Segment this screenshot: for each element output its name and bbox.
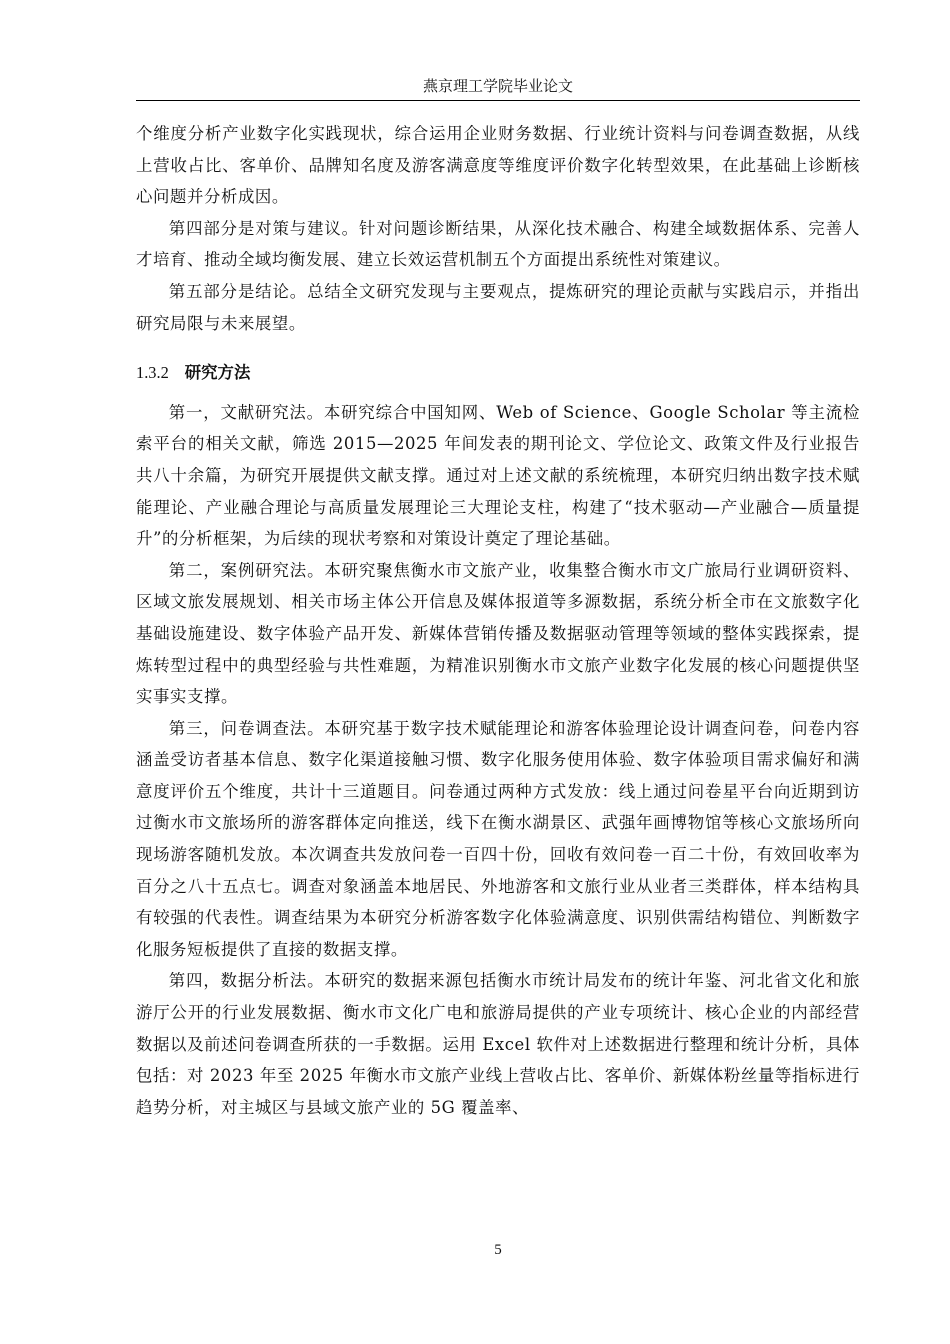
running-header: 燕京理工学院毕业论文 [422,77,573,95]
header-rule [136,100,860,101]
body-text [136,118,860,1123]
section-number: 1.3.2 [136,363,169,383]
paragraph-method-questionnaire: 第三，问卷调查法。本研究基于数字技术赋能理论和游客体验理论设计调查问卷，问卷内容涵盖受访者基本信息、数字化渠道接触习惯、数字化服务使用体验、数字体验项目需求偏好和满意度评价五个维度，共计十三道题目。问卷通过两种方式发放：线上通过问卷星平台向近期到访过衡水市文旅场所的游客群体定向推送，线下在衡水湖景区、武强年画博物馆等核心文旅场所向现场游客随机发放。本次调查共发放问卷一百四十份，回收有效问卷一百二十份，有效回收率为百分之八十五点七。调查对象涵盖本地居民、外地游客和文旅行业从业者三类群体，样本结构具有较强的代表性。调查结果为本研究分析游客数字化体验满意度、识别供需结构错位、判断数字化服务短板提供了直接的数据支撑。 [136,718,860,959]
section-title: 研究方法 [184,363,251,383]
paragraph-continued: 个维度分析产业数字化实践现状，综合运用企业财务数据、行业统计资料与问卷调查数据，从线上营收占比、客单价、品牌知名度及游客满意度等维度评价数字化转型效果，在此基础上诊断核心问题并分析成因。 [136,124,860,207]
page-number: 5 [494,1242,502,1258]
paragraph-part-five: 第五部分是结论。总结全文研究发现与主要观点，提炼研究的理论贡献与实践启示，并指出研究局限与未来展望。 [136,281,860,333]
paragraph-method-literature: 第一，文献研究法。本研究综合中国知网、Web of Science、Google Scholar 等主流检索平台的相关文献，筛选 2015—2025 年间发表的期刊论文、学位论文、政策文件及行业报告共八十余篇，为研究开展提供文献支撑。通过对上述文献的系统梳理，本研究归纳出数字技术赋能理论、产业融合理论与高质量发展理论三大理论支柱，构建了“技术驱动—产业融合—质量提升”的分析框架，为后续的现状考察和对策设计奠定了理论基础。 [136,402,860,549]
section-heading [136,357,860,389]
paragraph-part-four: 第四部分是对策与建议。针对问题诊断结果，从深化技术融合、构建全域数据体系、完善人才培育、推动全域均衡发展、建立长效运营机制五个方面提出系统性对策建议。 [136,218,860,270]
paragraph-method-data-analysis: 第四，数据分析法。本研究的数据来源包括衡水市统计局发布的统计年鉴、河北省文化和旅游厅公开的行业发展数据、衡水市文化广电和旅游局提供的产业专项统计、核心企业的内部经营数据以及前述问卷调查所获的一手数据。运用 Excel 软件对上述数据进行整理和统计分析，具体包括：对 2023 年至 2025 年衡水市文旅产业线上营收占比、客单价、新媒体粉丝量等指标进行趋势分析，对主城区与县域文旅产业的 5G 覆盖率、 [136,971,860,1117]
paragraph-method-case-study: 第二，案例研究法。本研究聚焦衡水市文旅产业，收集整合衡水市文广旅局行业调研资料、区域文旅发展规划、相关市场主体公开信息及媒体报道等多源数据，系统分析全市在文旅数字化基础设施建设、数字体验产品开发、新媒体营销传播及数据驱动管理等领域的整体实践探索，提炼转型过程中的典型经验与共性难题，为精准识别衡水市文旅产业数字化发展的核心问题提供坚实事实支撑。 [136,560,860,707]
